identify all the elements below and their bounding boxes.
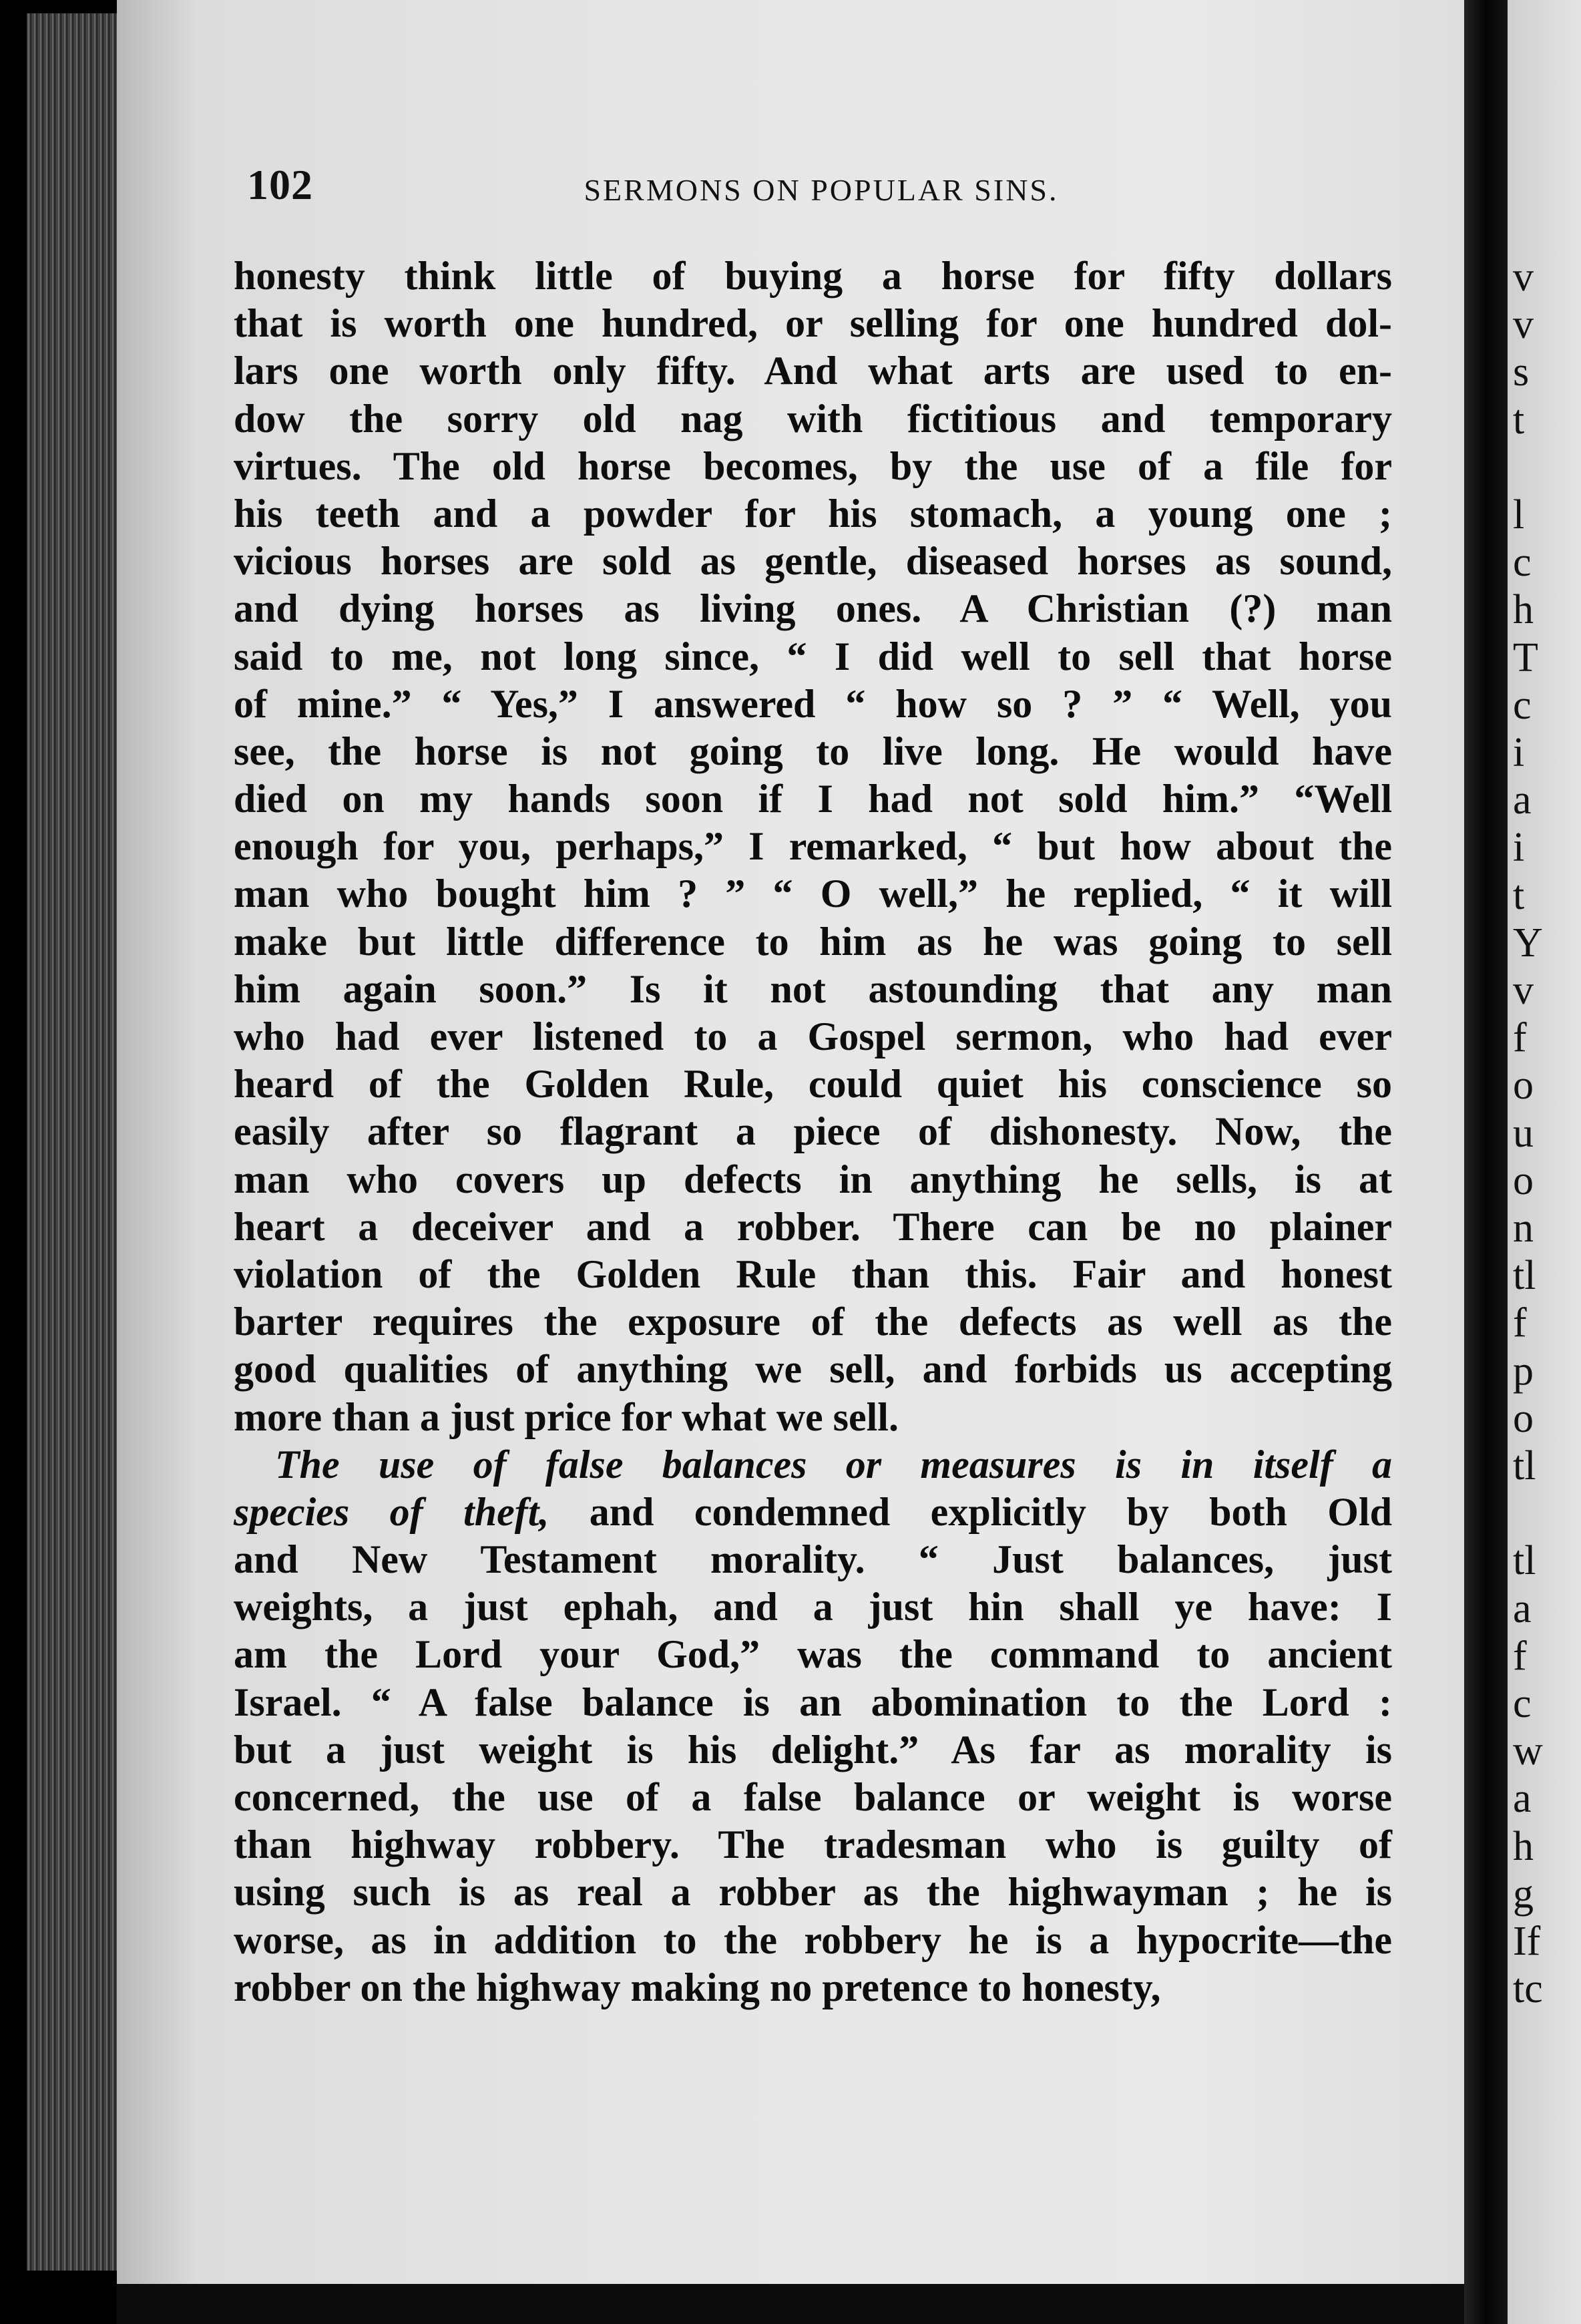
facing-page-fragment: c <box>1513 1681 1532 1726</box>
facing-page-fragment: w <box>1513 1728 1543 1774</box>
facing-page-fragment: v <box>1513 968 1534 1013</box>
facing-page-edge <box>1508 0 1581 2324</box>
text-line <box>234 1489 1392 1536</box>
text-line: robber on the highway making no pretence to honesty, <box>234 1965 1161 2009</box>
book-gutter <box>1464 0 1508 2324</box>
facing-page-fragment: v <box>1513 302 1534 348</box>
text-line: enough for you, perhaps,” I remarked, “ but how about the <box>234 824 1392 869</box>
text-line: more than a just price for what we sell. <box>234 1394 899 1439</box>
text-line: violation of the Golden Rule than this. Fair and honest <box>234 1251 1392 1296</box>
facing-page-fragment: u <box>1513 1110 1534 1156</box>
text-line: than highway robbery. The tradesman who is guilty of <box>234 1822 1392 1867</box>
facing-page-fragment: i <box>1513 825 1525 871</box>
facing-page-fragment: tl <box>1513 1538 1536 1584</box>
text-line: worse, as in addition to the robbery he is a hypocrite—the <box>234 1917 1392 1962</box>
page-bottom-shadow <box>117 2284 1464 2324</box>
facing-page-fragment: f <box>1513 1015 1527 1061</box>
page-stack-edges <box>27 13 117 2271</box>
facing-page-fragment: t <box>1513 872 1525 918</box>
facing-page-fragment: If <box>1513 1919 1541 1964</box>
text-line: Israel. “ A false balance is an abomination to the Lord : <box>234 1680 1392 1724</box>
text-line: honesty think little of buying a horse for fifty dollars <box>234 254 1392 298</box>
facing-page-fragment: s <box>1513 349 1530 395</box>
facing-page-fragment: i <box>1513 730 1525 775</box>
text-line: vicious horses are sold as gentle, diseased horses as sound, <box>234 539 1392 584</box>
facing-page-fragment: Y <box>1513 920 1543 966</box>
facing-page-fragment: f <box>1513 1300 1527 1346</box>
facing-page-fragment: tc <box>1513 1966 1543 2012</box>
running-head: SERMONS ON POPULAR SINS. <box>584 173 1059 207</box>
facing-page-fragment: a <box>1513 1585 1532 1631</box>
facing-page-fragment: T <box>1513 634 1538 681</box>
text-line: that is worth one hundred, or selling for one hundred dol- <box>234 301 1392 346</box>
facing-page-fragment: a <box>1513 777 1532 823</box>
page-number: 102 <box>247 161 313 208</box>
text-line: barter requires the exposure of the defects as well as the <box>234 1300 1392 1344</box>
facing-page-fragment: c <box>1513 540 1532 586</box>
facing-page-fragment: l <box>1513 492 1525 538</box>
facing-page-fragment: h <box>1513 1823 1534 1869</box>
body-text <box>234 252 1392 2011</box>
facing-page-fragment: f <box>1513 1633 1527 1679</box>
text-span: and condemned explicitly by both Old <box>549 1489 1392 1534</box>
text-line: said to me, not long since, “ I did well to sell that horse <box>234 634 1392 679</box>
text-line: good qualities of anything we sell, and forbids us accepting <box>234 1347 1392 1392</box>
page-header <box>247 160 1395 220</box>
text-line: man who bought him ? ” “ O well,” he replied, “ it will <box>234 872 1392 916</box>
text-line: died on my hands soon if I had not sold him.” “Well <box>234 777 1392 821</box>
facing-page-fragment: tl <box>1513 1443 1536 1489</box>
facing-page-fragment: p <box>1513 1348 1534 1394</box>
text-line: easily after so flagrant a piece of dishonesty. Now, the <box>234 1109 1392 1154</box>
text-line: see, the horse is not going to live long. He would have <box>234 729 1392 773</box>
facing-page-fragment: c <box>1513 682 1532 728</box>
facing-page-fragment: o <box>1513 1395 1534 1441</box>
text-line: dow the sorry old nag with fictitious and temporary <box>234 396 1392 441</box>
text-line: virtues. The old horse becomes, by the use of a file for <box>234 443 1392 488</box>
text-line: him again soon.” Is it not astounding that any man <box>234 966 1392 1011</box>
text-line: and dying horses as living ones. A Christian (?) man <box>234 586 1392 631</box>
facing-page-fragment: n <box>1513 1205 1534 1251</box>
text-line: weights, a just ephah, and a just hin shall ye have: I <box>234 1585 1392 1629</box>
facing-page-fragment: g <box>1513 1871 1534 1917</box>
facing-page-fragment: o <box>1513 1157 1534 1203</box>
text-line: his teeth and a powder for his stomach, a young one ; <box>234 491 1392 536</box>
facing-page-fragment: o <box>1513 1062 1534 1109</box>
text-line: make but little difference to him as he was going to sell <box>234 919 1392 964</box>
text-line: using such is as real a robber as the highwayman ; he is <box>234 1870 1392 1915</box>
italic-phrase: species of theft, <box>234 1489 549 1534</box>
facing-page-fragment: v <box>1513 254 1534 300</box>
facing-page-fragment: a <box>1513 1776 1532 1822</box>
text-line: am the Lord your God,” was the command to ancient <box>234 1632 1392 1677</box>
text-line: The use of false balances or measures is in itself a <box>275 1442 1392 1487</box>
facing-page-fragment: t <box>1513 397 1525 443</box>
text-line: who had ever listened to a Gospel sermon, who had ever <box>234 1014 1392 1058</box>
text-line: concerned, the use of a false balance or weight is worse <box>234 1775 1392 1819</box>
text-line: of mine.” “ Yes,” I answered “ how so ? ” “ Well, you <box>234 681 1392 726</box>
text-line: but a just weight is his delight.” As far as morality is <box>234 1727 1392 1772</box>
text-line: heard of the Golden Rule, could quiet his conscience so <box>234 1062 1392 1107</box>
facing-page-fragment: h <box>1513 587 1534 633</box>
text-line: man who covers up defects in anything he sells, is at <box>234 1157 1392 1201</box>
facing-page-fragment: tl <box>1513 1253 1536 1299</box>
text-line: heart a deceiver and a robber. There can be no plainer <box>234 1204 1392 1249</box>
text-line: and New Testament morality. “ Just balances, just <box>234 1537 1392 1582</box>
text-line: lars one worth only fifty. And what arts are used to en- <box>234 349 1392 393</box>
